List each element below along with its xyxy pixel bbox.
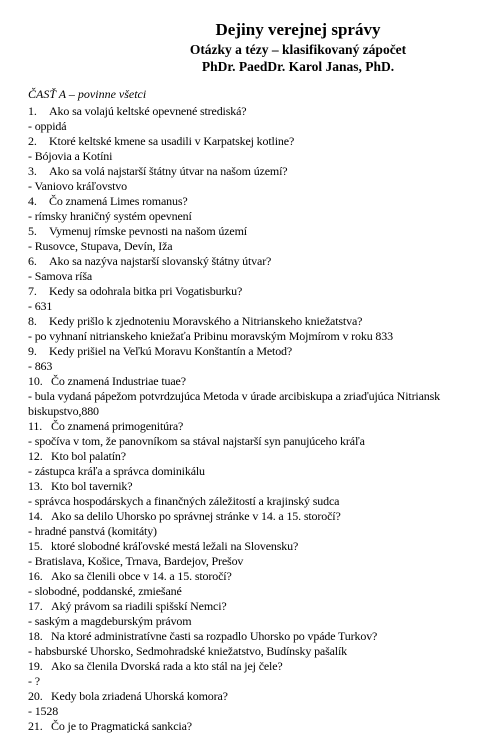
question-text: Kedy prišlo k zjednoteniu Moravského a Nitrianskeho kniežatstva? xyxy=(49,314,363,328)
answer-line: - bula vydaná pápežom potvrdzujúca Metoda v úrade arcibiskupa a zriaďujúca Nitriansk xyxy=(28,389,440,403)
question-line xyxy=(28,374,498,389)
question-number: 7. xyxy=(28,284,37,298)
question-line xyxy=(28,284,498,299)
question-line xyxy=(28,719,498,734)
answer-line: - rímsky hraničný systém opevnení xyxy=(28,209,192,223)
question-text: Ako sa členili obce v 14. a 15. storočí? xyxy=(51,569,232,583)
question-number: 4. xyxy=(28,194,37,208)
question-text: Kto bol tavernik? xyxy=(51,479,133,493)
document-title: Dejiny verejnej správy xyxy=(215,20,381,39)
question-number: 13. xyxy=(28,479,43,493)
question-text: Ako sa nazýva najstarší slovanský štátny útvar? xyxy=(49,254,272,268)
question-text: Čo je to Pragmatická sankcia? xyxy=(51,719,192,733)
question-text: Ktoré keltské kmene sa usadili v Karpatskej kotline? xyxy=(49,134,295,148)
question-number: 11. xyxy=(28,419,43,433)
answer-line: - habsburské Uhorsko, Sedmohradské kniežatstvo, Budínsky pašalík xyxy=(28,644,348,658)
question-line xyxy=(28,134,498,149)
question-number: 6. xyxy=(28,254,37,268)
question-number: 5. xyxy=(28,224,37,238)
question-number: 3. xyxy=(28,164,37,178)
answer-line: - správca hospodárskych a finančných záležitostí a krajinský sudca xyxy=(28,494,340,508)
document-subtitle: Otázky a tézy – klasifikovaný zápočet xyxy=(189,42,407,57)
question-line xyxy=(28,629,498,644)
question-line xyxy=(28,599,498,614)
question-list xyxy=(28,104,498,734)
answer-line: biskupstvo,880 xyxy=(28,404,99,418)
answer-line: - oppidá xyxy=(28,119,67,133)
question-line xyxy=(28,509,498,524)
answer-line: - spočíva v tom, že panovníkom sa stával najstarší syn panujúceho kráľa xyxy=(28,434,365,448)
question-number: 15. xyxy=(28,539,43,553)
question-line xyxy=(28,314,498,329)
answer-line: - 863 xyxy=(28,359,53,373)
answer-line: - po vyhnaní nitrianskeho kniežaťa Pribinu moravským Mojmírom v roku 833 xyxy=(28,329,393,343)
question-number: 21. xyxy=(28,719,43,733)
question-text: Na ktoré administratívne časti sa rozpadlo Uhorsko po vpáde Turkov? xyxy=(51,629,378,643)
question-line xyxy=(28,449,498,464)
document-author: PhDr. PaedDr. Karol Janas, PhD. xyxy=(201,59,395,74)
answer-line: - Bójovia a Kotíni xyxy=(28,149,113,163)
question-line xyxy=(28,659,498,674)
answer-line: - ? xyxy=(28,674,40,688)
question-text: Vymenuj rímske pevnosti na našom území xyxy=(49,224,247,238)
question-number: 1. xyxy=(28,104,37,118)
section-heading: ČASŤ A – povinne všetci xyxy=(28,87,147,101)
question-number: 14. xyxy=(28,509,43,523)
question-line xyxy=(28,164,498,179)
question-line xyxy=(28,104,498,119)
question-text: Čo znamená primogenitúra? xyxy=(51,419,184,433)
question-line xyxy=(28,539,498,554)
answer-line: - saským a magdeburským právom xyxy=(28,614,192,628)
question-number: 9. xyxy=(28,344,37,358)
question-text: Kedy sa odohrala bitka pri Vogatisburku? xyxy=(49,284,243,298)
answer-line: - 1528 xyxy=(28,704,59,718)
question-line xyxy=(28,569,498,584)
question-text: Ako sa delilo Uhorsko po správnej stránke v 14. a 15. storočí? xyxy=(51,509,341,523)
answer-line: - Rusovce, Stupava, Devín, Iža xyxy=(28,239,173,253)
question-line xyxy=(28,254,498,269)
question-line xyxy=(28,479,498,494)
question-text: Aký právom sa riadili spišskí Nemci? xyxy=(51,599,227,613)
question-line xyxy=(28,224,498,239)
answer-line: - 631 xyxy=(28,299,53,313)
question-number: 8. xyxy=(28,314,37,328)
question-text: Čo znamená Industriae tuae? xyxy=(51,374,186,388)
question-text: ktoré slobodné kráľovské mestá ležali na Slovensku? xyxy=(51,539,299,553)
question-number: 2. xyxy=(28,134,37,148)
question-number: 18. xyxy=(28,629,43,643)
question-text: Ako sa volá najstarší štátny útvar na našom území? xyxy=(49,164,288,178)
question-line xyxy=(28,344,498,359)
question-text: Ako sa volajú keltské opevnené strediská? xyxy=(49,104,247,118)
answer-line: - slobodné, poddanské, zmiešané xyxy=(28,584,182,598)
question-text: Kedy bola zriadená Uhorská komora? xyxy=(51,689,228,703)
question-text: Kto bol palatín? xyxy=(51,449,126,463)
question-text: Ako sa členila Dvorská rada a kto stál na jej čele? xyxy=(51,659,283,673)
question-text: Kedy prišiel na Veľkú Moravu Konštantín a Metod? xyxy=(49,344,293,358)
question-number: 20. xyxy=(28,689,43,703)
question-number: 12. xyxy=(28,449,43,463)
answer-line: - zástupca kráľa a správca dominikálu xyxy=(28,464,205,478)
question-line xyxy=(28,419,498,434)
question-text: Čo znamená Limes romanus? xyxy=(49,194,188,208)
answer-line: - Vaniovo kráľovstvo xyxy=(28,179,127,193)
question-number: 10. xyxy=(28,374,43,388)
question-number: 16. xyxy=(28,569,43,583)
question-line xyxy=(28,194,498,209)
question-line xyxy=(28,689,498,704)
question-number: 17. xyxy=(28,599,43,613)
answer-line: - Bratislava, Košice, Trnava, Bardejov, Prešov xyxy=(28,554,244,568)
answer-line: - hradné panstvá (komitáty) xyxy=(28,524,157,538)
question-number: 19. xyxy=(28,659,43,673)
answer-line: - Samova ríša xyxy=(28,269,93,283)
